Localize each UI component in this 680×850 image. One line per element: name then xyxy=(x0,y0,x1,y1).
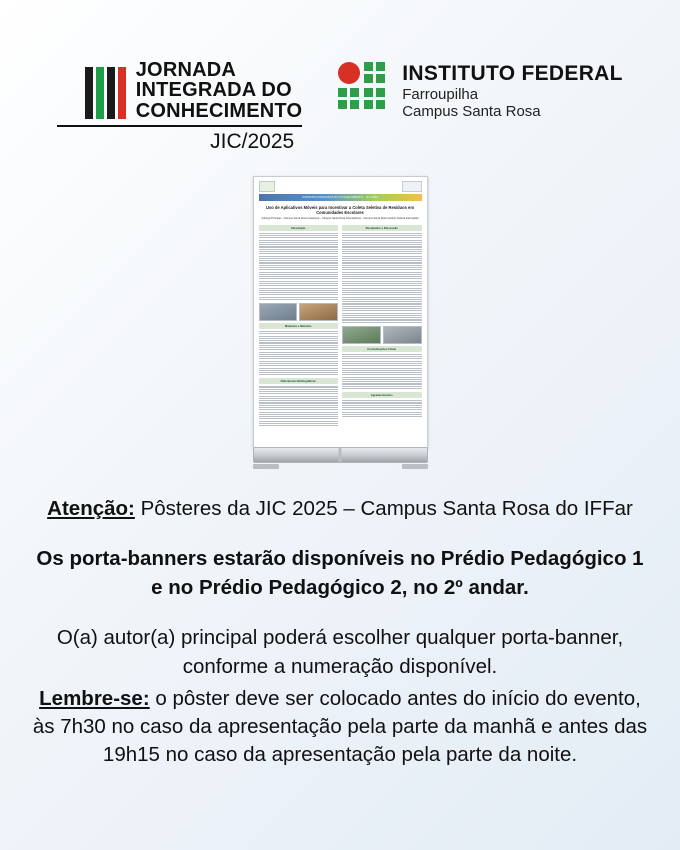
poster-methods-text xyxy=(259,331,339,375)
poster-banner-image xyxy=(0,176,680,469)
poster-photo xyxy=(342,326,381,344)
remember-label: Lembre-se: xyxy=(39,686,150,710)
poster-section-conclusion: Considerações Finais xyxy=(342,346,422,352)
poster-references-text xyxy=(259,386,339,426)
poster-photos-top xyxy=(259,303,339,321)
poster-results-text xyxy=(342,233,422,323)
attention-label: Atenção: xyxy=(47,497,135,521)
poster-section-results: Resultados e Discussão xyxy=(342,225,422,231)
poster-authors: Autor(a) Principal – Campus Santa Rosa Coautor(a) – Campus Santa Rosa Orientador(a) – Campus Santa Rosa Instituto Federal Farroupilha xyxy=(261,217,419,221)
jic-underline-divider xyxy=(57,125,302,127)
poster-logo-jic-icon xyxy=(402,181,422,192)
header xyxy=(0,0,680,154)
poster-section-thanks: Agradecimentos xyxy=(342,392,422,398)
poster-column-left xyxy=(259,225,339,430)
poster-conclusion-text xyxy=(342,354,422,389)
poster-section-methods: Materiais e Métodos xyxy=(259,323,339,329)
if-name: INSTITUTO FEDERAL xyxy=(402,62,623,85)
jic-bars-icon xyxy=(85,63,126,119)
banner-foot-right xyxy=(402,464,428,469)
remember-text: o pôster deve ser colocado antes do início do evento, às 7h30 no caso da apresentação pela parte da manhã e antes das 19h15 no caso da apresentação pela parte da noite. xyxy=(32,686,648,767)
if-campus: Campus Santa Rosa xyxy=(402,103,541,121)
banner-feet xyxy=(253,464,428,469)
poster-sheet xyxy=(253,176,428,448)
jic-logo xyxy=(57,60,302,154)
if-unit: Farroupilha xyxy=(402,86,479,104)
poster-event-strip-text: JORNADA INTEGRADA DO CONHECIMENTO - JIC 2025 xyxy=(301,196,379,200)
poster-thanks-text xyxy=(342,400,422,417)
jic-word-jornada: JORNADA xyxy=(135,59,237,81)
instituto-federal-logo xyxy=(338,62,623,121)
poster-intro-text xyxy=(259,233,339,300)
attention-line xyxy=(28,495,652,523)
if-grid-icon xyxy=(338,62,390,114)
poster-column-right xyxy=(342,225,422,430)
poster-logo-if-icon xyxy=(259,181,275,192)
poster-section-references: Referências Bibliográficas xyxy=(259,378,339,384)
notice-text xyxy=(0,495,680,769)
choice-line: O(a) autor(a) principal poderá escolher qualquer porta-banner, conforme a numeração disponível. xyxy=(56,626,624,678)
location-line: Os porta-banners estarão disponíveis no Prédio Pedagógico 1 e no Prédio Pedagógico 2, no 2º andar. xyxy=(36,546,644,599)
poster-photo xyxy=(259,303,298,321)
poster-event-strip xyxy=(259,194,422,201)
poster-photo xyxy=(383,326,422,344)
poster-photos-bottom xyxy=(342,326,422,344)
banner-foot-left xyxy=(253,464,279,469)
banner-pole xyxy=(339,448,342,462)
poster-photo xyxy=(299,303,338,321)
jic-word-integrada: INTEGRADA DO xyxy=(135,79,292,102)
jic-edition: JIC/2025 xyxy=(210,130,295,154)
attention-text: Pôsteres da JIC 2025 – Campus Santa Rosa do IFFar xyxy=(134,497,633,521)
banner-stand xyxy=(253,176,428,469)
poster-top-logos xyxy=(259,181,422,192)
poster-section-intro: Introdução xyxy=(259,225,339,231)
poster-title: Uso de Aplicativos Móveis para Incentivar a Coleta Seletiva de Resíduos em Comunidades Escolares xyxy=(266,205,414,216)
jic-word-conhecimento: CONHECIMENTO xyxy=(135,99,303,122)
remember-line xyxy=(28,685,652,770)
